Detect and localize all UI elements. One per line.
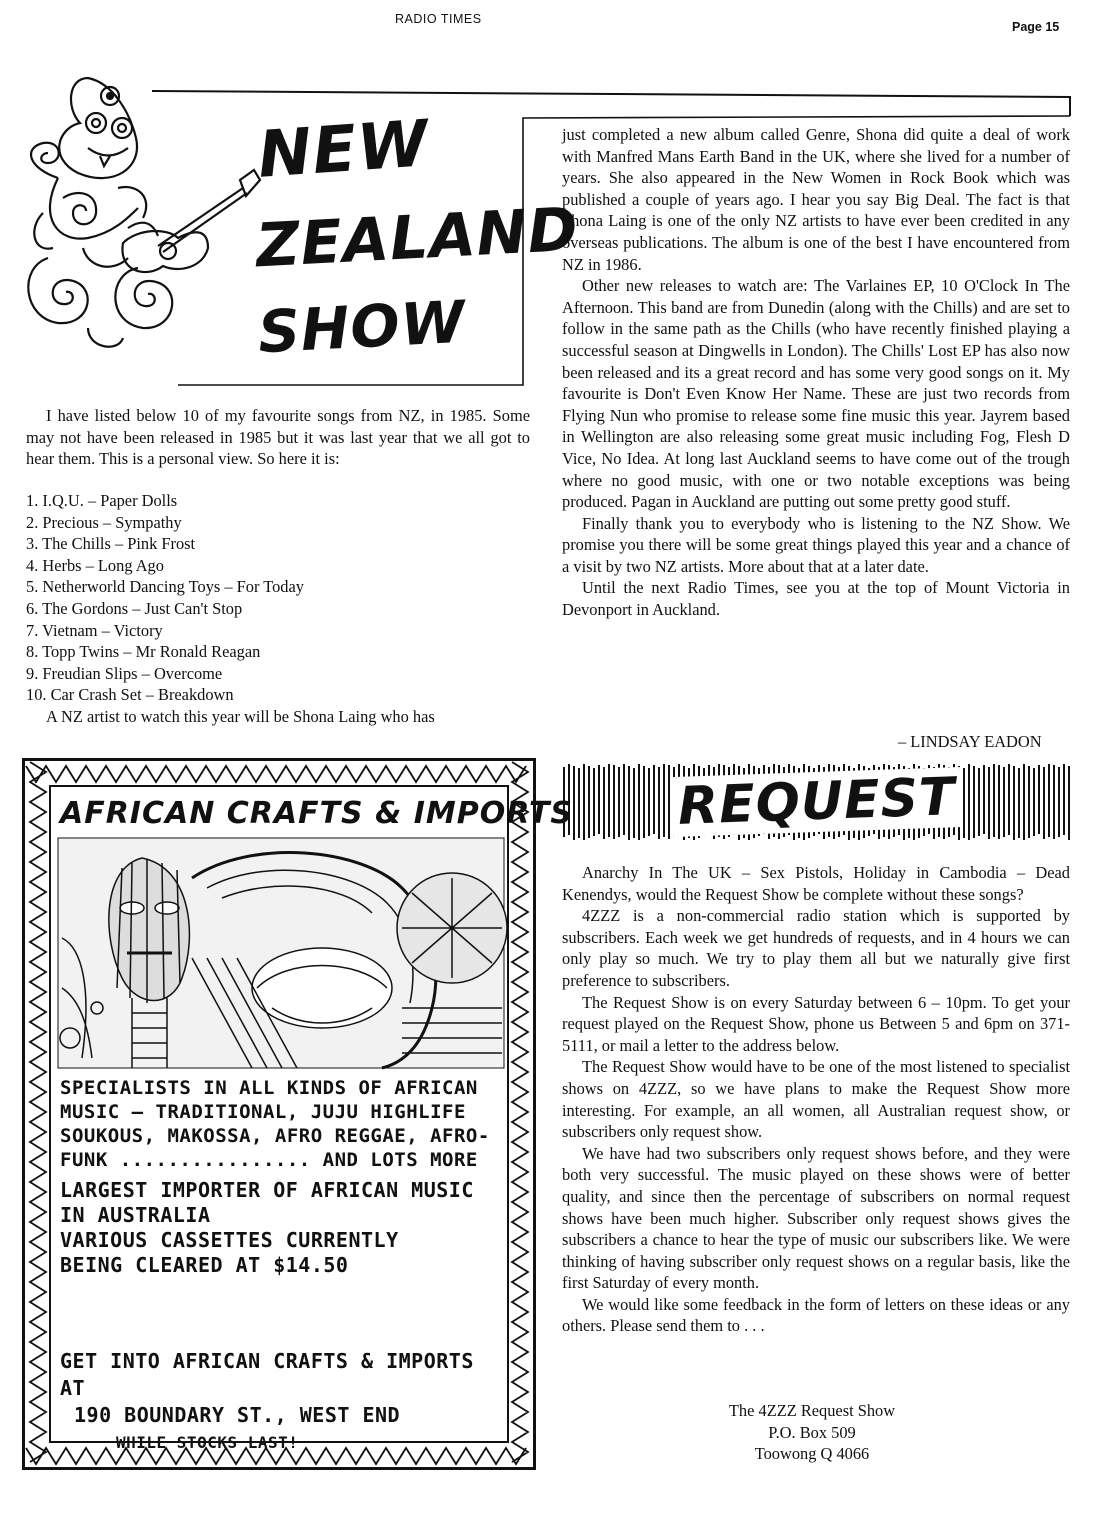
ad-title: AFRICAN CRAFTS & IMPORTS: [60, 796, 574, 831]
request-paragraph: Anarchy In The UK – Sex Pistols, Holiday in Cambodia – Dead Kenendys, would the Request Show be complete without these songs?: [562, 863, 1070, 904]
list-item: 6. The Gordons – Just Can't Stop: [26, 598, 243, 618]
page-number: Page 15: [1012, 20, 1060, 34]
nz-col2-paragraph: Until the next Radio Times, see you at the top of Mount Victoria in Devonport in Auckland.: [562, 578, 1070, 620]
ad-location: [60, 1348, 508, 1456]
list-item: 4. Herbs – Long Ago: [26, 555, 164, 575]
list-item: 2. Precious – Sympathy: [26, 512, 182, 532]
nz-col2-paragraph: just completed a new album called Genre, Shona did quite a deal of work with Manfred Mans Earth Band in the UK, where she lived for a number of years. She also appeared in the New Women in Rock Book which was published a couple of years ago. I hear you say Big Deal. The fact is that Shona Laing is one of the only NZ artists to have ever been credited in any overseas publications. The album is one of the best I have encountered from NZ in 1986.: [562, 125, 1070, 274]
request-paragraph: We would like some feedback in the form of letters on these ideas or any others. Please send them to . . .: [562, 1294, 1070, 1336]
nz-col2-paragraph: Other new releases to watch are: The Varlaines EP, 10 O'Clock In The Afternoon. This band are from Dunedin (along with the Chills) and are set to follow in the same path as the Chills (who have recently finished playing a successful season at Dingwells in London). The Chills' Lost EP has also now been released and its a great record and has some very good songs on it. My favourite is Don't Even Know Her Name. These are just two records from Flying Nun who promise to release some fine music this year. Jayrem based in Wellington are also releasing some great music including Fog, Flesh D Vice, No Idea. At long last Auckland seems to have come out of the trough where no good music, with one or two notable exceptions was being produced. Pagan in Auckland are putting out some pretty good stuff.: [562, 276, 1070, 512]
nz-intro: [26, 405, 530, 470]
ad-specialists: [60, 1076, 508, 1172]
ad-importer: [60, 1178, 508, 1278]
ad-line: SOUKOUS, MAKOSSA, AFRO REGGAE, AFRO-: [60, 1125, 490, 1147]
african-crafts-ad: [22, 758, 574, 1470]
list-item: 9. Freudian Slips – Overcome: [26, 663, 223, 683]
nz-column-2: [562, 124, 1070, 621]
ad-line: VARIOUS CASSETTES CURRENTLY: [60, 1228, 399, 1252]
ad-line: SPECIALISTS IN ALL KINDS OF AFRICAN: [60, 1077, 478, 1099]
ad-line: 190 BOUNDARY ST., WEST END: [74, 1403, 401, 1427]
request-paragraph: We have had two subscribers only request shows before, and they were both very successful. The music played on these shows were of better quality, and since then the percentage of subscribers on normal request shows have been much higher. Subscriber only request shows gives the subscribers a chance to hear the type of music our subscribers like. We were thinking of having subscriber only request shows on a regular basis, like the first Saturday of every month.: [562, 1143, 1070, 1293]
ad-line: MUSIC – TRADITIONAL, JUJU HIGHLIFE: [60, 1101, 466, 1123]
tiki-guitarist-illustration: [18, 68, 268, 368]
nz-intro-paragraph: I have listed below 10 of my favourite songs from NZ, in 1985. Some may not have been released in 1985 but it was last year that we all got to hear them. This is a personal view. So here it is:: [26, 406, 530, 469]
request-address: [700, 1400, 924, 1465]
ad-line: IN AUSTRALIA: [60, 1203, 211, 1227]
nz-artist-lead-paragraph: A NZ artist to watch this year will be Shona Laing who has: [46, 707, 435, 726]
request-body: [562, 862, 1070, 1337]
request-paragraph: The Request Show is on every Saturday between 6 – 10pm. To get your request played on the Request Show, phone us Between 5 and 6pm on 371-5111, or mail a letter to the address below.: [562, 992, 1070, 1055]
ad-line: WHILE STOCKS LAST!: [116, 1433, 299, 1452]
address-line: The 4ZZZ Request Show: [728, 1401, 896, 1420]
list-item: 3. The Chills – Pink Frost: [26, 534, 196, 554]
ad-line: LARGEST IMPORTER OF AFRICAN MUSIC: [60, 1178, 474, 1202]
nz-artist-lead: [26, 706, 530, 728]
request-title: REQUEST: [671, 767, 962, 837]
running-head: RADIO TIMES: [395, 12, 482, 26]
list-item: 5. Netherworld Dancing Toys – For Today: [26, 577, 304, 597]
list-item: 1. I.Q.U. – Paper Dolls: [26, 491, 178, 510]
address-line: Toowong Q 4066: [754, 1444, 870, 1464]
request-paragraph: The Request Show would have to be one of the most listened to specialist shows on 4ZZZ, so we have plans to make the Request Show more interesting. For example, an all women, all Australian request show, or subscribers only request show.: [562, 1057, 1070, 1142]
nz-song-list: [26, 490, 530, 706]
ad-line: GET INTO AFRICAN CRAFTS & IMPORTS AT: [60, 1349, 474, 1400]
nz-col2-paragraph: Finally thank you to everybody who is listening to the NZ Show. We promise you there will be some great things played this year and a chance of a visit by two NZ artists. More about that at a later date.: [562, 513, 1070, 576]
address-line: P.O. Box 509: [768, 1422, 856, 1442]
list-item: 8. Topp Twins – Mr Ronald Reagan: [26, 642, 261, 662]
ad-line: BEING CLEARED AT $14.50: [60, 1253, 349, 1277]
author-signature: – LINDSAY EADON: [898, 732, 1042, 751]
nz-title-line-3: SHOW: [256, 287, 468, 367]
request-paragraph: 4ZZZ is a non-commercial radio station which is supported by subscribers. Each week we get hundreds of requests, and in 4 hours we can only play so much. We try to play them all but we naturally give first preference to subscribers.: [562, 906, 1070, 990]
nz-title-line-2: ZEALAND: [254, 194, 581, 282]
nz-title-line-1: NEW: [255, 107, 432, 193]
ad-line: FUNK ................ AND LOTS MORE: [60, 1149, 478, 1171]
list-item: 10. Car Crash Set – Breakdown: [26, 685, 234, 705]
list-item: 7. Vietnam – Victory: [26, 620, 163, 640]
